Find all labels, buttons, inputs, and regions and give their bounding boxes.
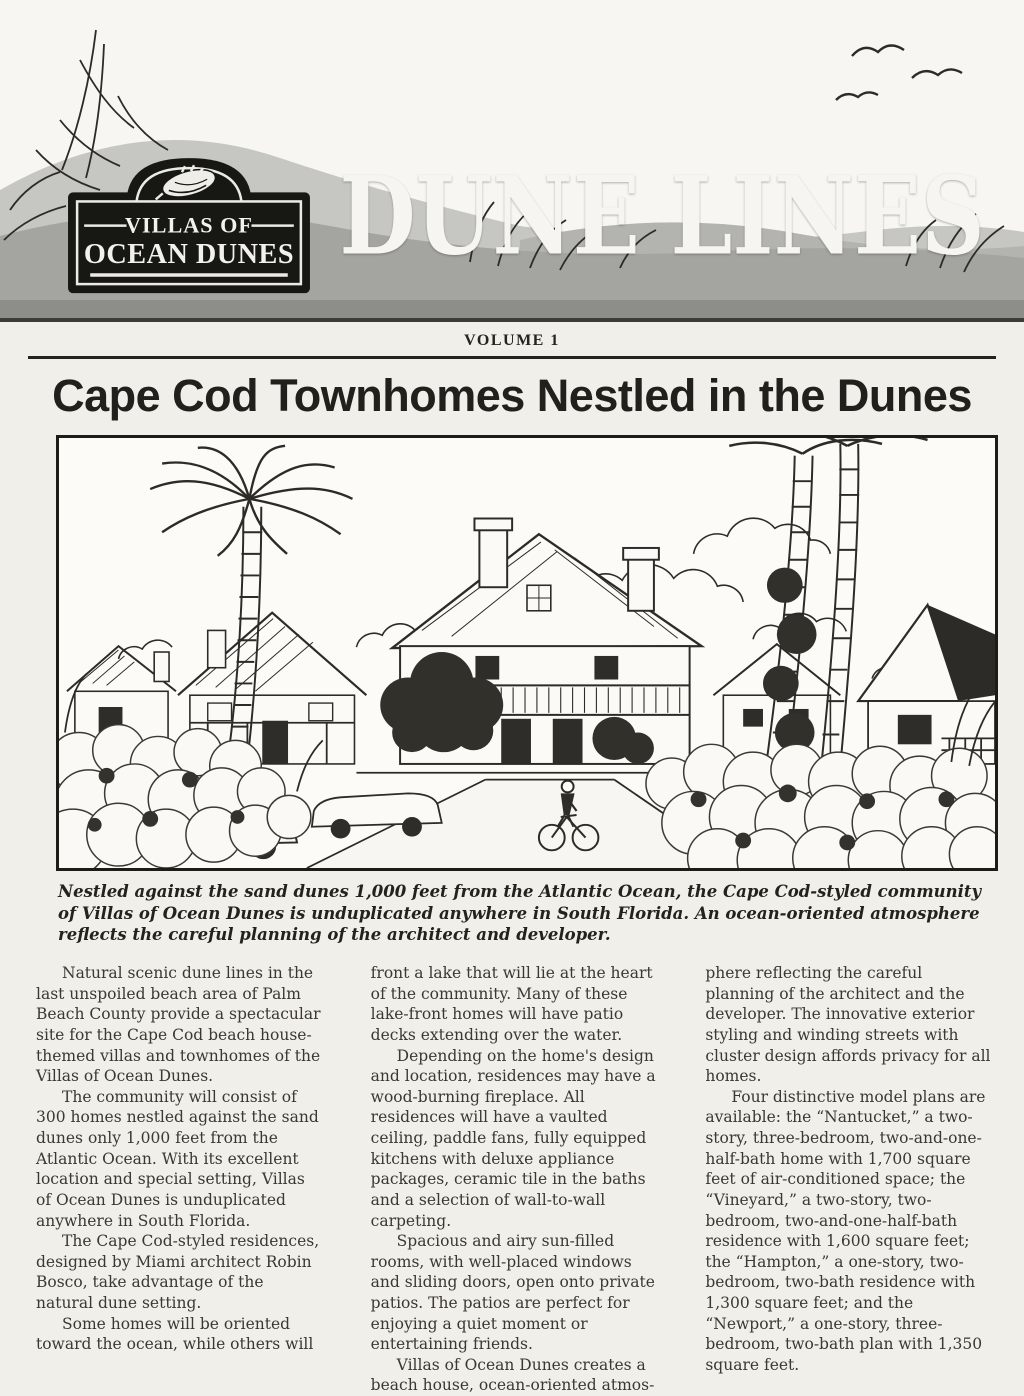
masthead bbox=[0, 0, 1024, 322]
paragraph: Natural scenic dune lines in the last unspoiled beach area of Palm Beach County provide a spectacular site for the Cape Cod beach house-themed villas and townhomes of the Villas of Ocean Dunes. bbox=[36, 964, 321, 1086]
paragraph: front a lake that will lie at the heart of the community. Many of these lake-front homes will have patio decks extending over the water. bbox=[370, 964, 653, 1045]
paragraph: Some homes will be oriented toward the ocean, while others will bbox=[36, 1314, 314, 1354]
volume-bar bbox=[28, 322, 996, 359]
paragraph: Spacious and airy sun-filled rooms, with well-placed windows and sliding doors, open onto private patios. The patios are perfect for enjoying a quiet moment or entertaining friends. bbox=[370, 1232, 655, 1354]
logo-badge bbox=[64, 146, 314, 298]
newsletter-title: DUNE LINES bbox=[339, 152, 985, 280]
column-1 bbox=[36, 963, 325, 1396]
article-illustration-frame bbox=[56, 435, 998, 871]
article-illustration bbox=[59, 438, 995, 868]
column-3 bbox=[705, 963, 994, 1396]
logo-line2: OCEAN DUNES bbox=[83, 238, 295, 270]
paragraph: The Cape Cod-styled residences, designed by Miami architect Robin Bosco, take advantage of the natural dune setting. bbox=[36, 1232, 320, 1312]
paragraph: Villas of Ocean Dunes creates a beach house, ocean-oriented atmos- bbox=[370, 1355, 655, 1395]
logo-badge-art bbox=[64, 146, 314, 297]
paragraph: Four distinctive model plans are available: the “Nantucket,” a two-story, three-bedroom, two-and-one-half-bath home with 1,700 square feet of air-conditioned space; the “Vineyard,” a two-story, two-bedroom, two-and-one-half-bath residence with 1,600 square feet; the “Hampton,” a one-story, two-bedroom, two-bath residence with 1,300 square feet; and the “Newport,” a one-story, three-bedroom, two-bath plan with 1,350 square feet. bbox=[705, 1087, 986, 1374]
paragraph: The community will consist of 300 homes nestled against the sand dunes only 1,000 feet from the Atlantic Ocean. With its excellent location and special setting, Villas of Ocean Dunes is unduplicated anywhere in South Florida. bbox=[36, 1087, 319, 1230]
masthead-baseline bbox=[0, 318, 1024, 322]
volume-label: VOLUME 1 bbox=[464, 332, 560, 349]
paragraph: phere reflecting the careful planning of the architect and the developer. The innovative exterior styling and winding streets with cluster design affords privacy for all homes. bbox=[705, 964, 991, 1086]
paragraph: Depending on the home's design and location, residences may have a wood-burning fireplace. All residences will have a vaulted ceiling, paddle fans, fully equipped kitchens with deluxe appliance packages, ceramic tile in the baths and a selection of wall-to-wall carpeting. bbox=[370, 1046, 656, 1230]
logo-line1: VILLAS OF bbox=[125, 212, 253, 238]
article-headline: Cape Cod Townhomes Nestled in the Dunes bbox=[52, 370, 972, 421]
article-body bbox=[36, 963, 994, 1396]
column-2 bbox=[371, 963, 660, 1396]
photo-caption: Nestled against the sand dunes 1,000 feet from the Atlantic Ocean, the Cape Cod-styled community of Villas of Ocean Dunes is unduplicated anywhere in South Florida. An ocean-oriented atmosphere reflects the careful planning of the architect and developer. bbox=[58, 881, 982, 945]
